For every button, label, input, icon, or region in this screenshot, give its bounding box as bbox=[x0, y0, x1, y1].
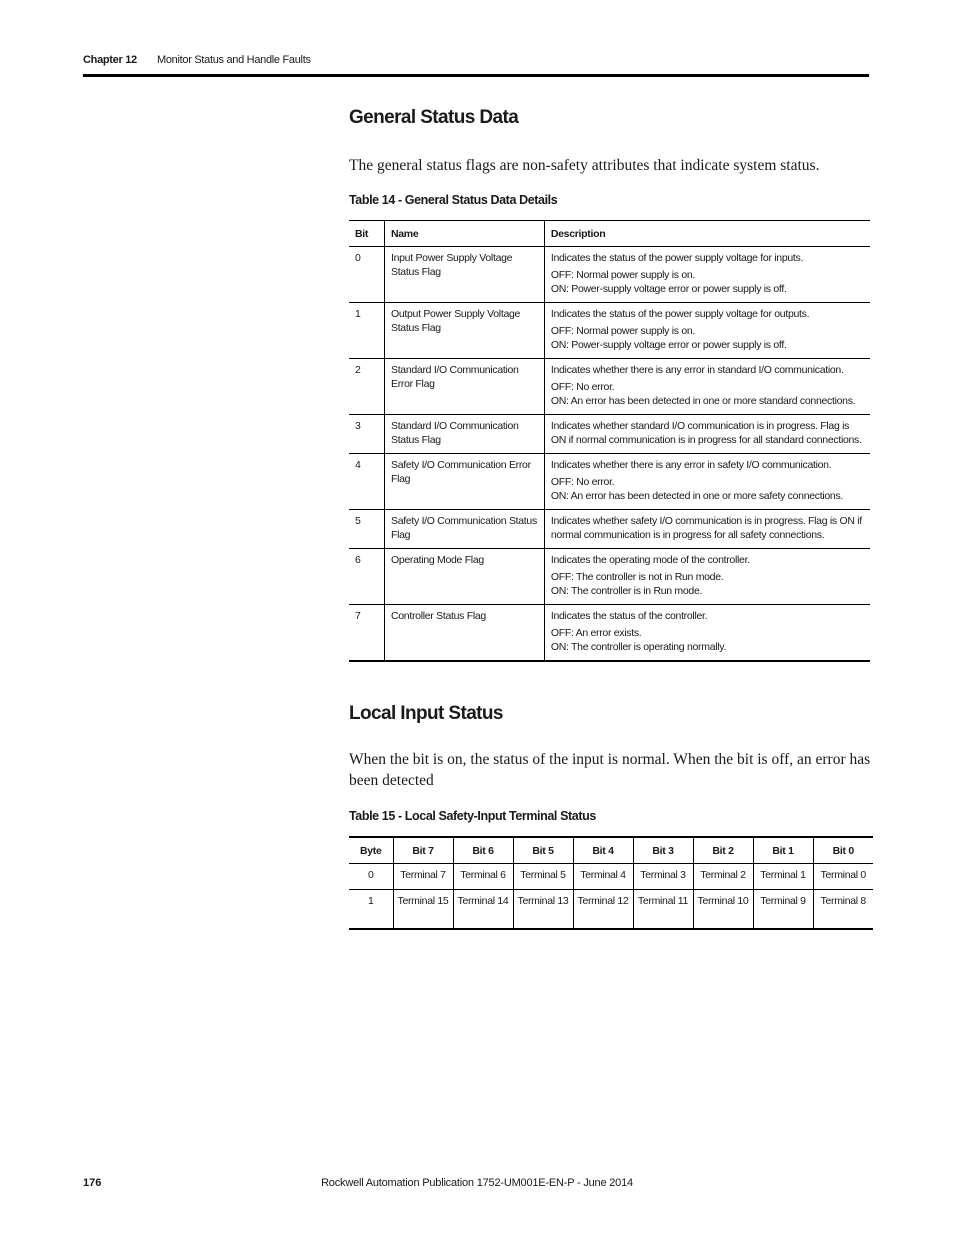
table-14-caption: Table 14 - General Status Data Details bbox=[349, 193, 558, 207]
column-header-bit: Bit bbox=[349, 221, 384, 247]
name-cell: Standard I/O Communication Error Flag bbox=[384, 359, 544, 415]
table-header-row bbox=[349, 837, 873, 864]
terminal-cell: Terminal 8 bbox=[813, 890, 873, 930]
on-state-text: ON: An error has been detected in one or more safety connections. bbox=[550, 490, 844, 502]
table-15-caption: Table 15 - Local Safety-Input Terminal Status bbox=[349, 809, 596, 823]
name-cell: Output Power Supply Voltage Status Flag bbox=[384, 303, 544, 359]
description-cell bbox=[544, 359, 870, 415]
description-text: Indicates the operating mode of the controller. bbox=[550, 554, 750, 566]
table-row bbox=[349, 549, 870, 605]
column-header-bit7: Bit 7 bbox=[393, 837, 453, 864]
table-row bbox=[349, 359, 870, 415]
general-status-table bbox=[349, 220, 870, 662]
off-state-text: OFF: An error exists. bbox=[550, 627, 642, 639]
column-header-bit2: Bit 2 bbox=[693, 837, 753, 864]
description-text: Indicates whether standard I/O communication is in progress. Flag is ON if normal communication is in progress for all standard connections. bbox=[550, 420, 862, 446]
description-text: Indicates the status of the power supply voltage for outputs. bbox=[550, 308, 810, 320]
byte-cell: 0 bbox=[349, 864, 393, 890]
description-text: Indicates the status of the power supply voltage for inputs. bbox=[550, 252, 804, 264]
bit-cell: 7 bbox=[349, 605, 384, 661]
terminal-cell: Terminal 5 bbox=[513, 864, 573, 890]
description-text: Indicates whether there is any error in safety I/O communication. bbox=[550, 459, 832, 471]
terminal-cell: Terminal 14 bbox=[453, 890, 513, 930]
off-state-text: OFF: No error. bbox=[550, 476, 615, 488]
off-state-text: OFF: No error. bbox=[550, 381, 615, 393]
table-row bbox=[349, 510, 870, 549]
on-state-text: ON: The controller is in Run mode. bbox=[550, 585, 703, 597]
terminal-cell: Terminal 15 bbox=[393, 890, 453, 930]
column-header-bit5: Bit 5 bbox=[513, 837, 573, 864]
name-cell: Safety I/O Communication Status Flag bbox=[384, 510, 544, 549]
general-status-heading: General Status Data bbox=[349, 107, 519, 128]
description-text: Indicates whether safety I/O communication is in progress. Flag is ON if normal communication is in progress for all safety connections. bbox=[550, 515, 862, 541]
column-header-byte: Byte bbox=[349, 837, 393, 864]
terminal-cell: Terminal 9 bbox=[753, 890, 813, 930]
name-cell: Standard I/O Communication Status Flag bbox=[384, 415, 544, 454]
terminal-cell: Terminal 11 bbox=[633, 890, 693, 930]
terminal-cell: Terminal 3 bbox=[633, 864, 693, 890]
terminal-cell: Terminal 2 bbox=[693, 864, 753, 890]
running-header bbox=[83, 54, 311, 66]
bit-cell: 1 bbox=[349, 303, 384, 359]
name-cell: Safety I/O Communication Error Flag bbox=[384, 454, 544, 510]
table-row bbox=[349, 303, 870, 359]
description-text: Indicates the status of the controller. bbox=[550, 610, 708, 622]
description-cell bbox=[544, 415, 870, 454]
column-header-description: Description bbox=[544, 221, 870, 247]
off-state-text: OFF: The controller is not in Run mode. bbox=[550, 571, 724, 583]
description-cell bbox=[544, 303, 870, 359]
off-state-text: OFF: Normal power supply is on. bbox=[550, 325, 696, 337]
name-cell: Input Power Supply Voltage Status Flag bbox=[384, 247, 544, 303]
terminal-cell: Terminal 6 bbox=[453, 864, 513, 890]
byte-cell: 1 bbox=[349, 890, 393, 930]
publication-footer bbox=[0, 1177, 954, 1189]
on-state-text: ON: Power-supply voltage error or power supply is off. bbox=[550, 283, 787, 295]
on-state-text: ON: An error has been detected in one or more standard connections. bbox=[550, 395, 856, 407]
table-row bbox=[349, 247, 870, 303]
bit-cell: 2 bbox=[349, 359, 384, 415]
table-row bbox=[349, 415, 870, 454]
terminal-cell: Terminal 4 bbox=[573, 864, 633, 890]
column-header-bit1: Bit 1 bbox=[753, 837, 813, 864]
terminal-cell: Terminal 0 bbox=[813, 864, 873, 890]
chapter-title: Monitor Status and Handle Faults bbox=[157, 54, 311, 66]
column-header-bit3: Bit 3 bbox=[633, 837, 693, 864]
bit-cell: 4 bbox=[349, 454, 384, 510]
general-status-intro: The general status flags are non-safety attributes that indicate system status. bbox=[349, 157, 820, 174]
table-header-row bbox=[349, 221, 870, 247]
terminal-cell: Terminal 1 bbox=[753, 864, 813, 890]
terminal-cell: Terminal 7 bbox=[393, 864, 453, 890]
publication-text: Rockwell Automation Publication 1752-UM001E-EN-P - June 2014 bbox=[321, 1177, 633, 1189]
column-header-bit0: Bit 0 bbox=[813, 837, 873, 864]
description-cell bbox=[544, 247, 870, 303]
table-row bbox=[349, 864, 873, 890]
description-text: Indicates whether there is any error in standard I/O communication. bbox=[550, 364, 844, 376]
table-row bbox=[349, 605, 870, 661]
bit-cell: 6 bbox=[349, 549, 384, 605]
local-input-table bbox=[349, 836, 873, 930]
terminal-cell: Terminal 13 bbox=[513, 890, 573, 930]
chapter-label: Chapter 12 bbox=[83, 54, 137, 66]
description-cell bbox=[544, 605, 870, 661]
name-cell: Controller Status Flag bbox=[384, 605, 544, 661]
terminal-cell: Terminal 10 bbox=[693, 890, 753, 930]
table-row bbox=[349, 890, 873, 930]
bit-cell: 0 bbox=[349, 247, 384, 303]
table-row bbox=[349, 454, 870, 510]
bit-cell: 5 bbox=[349, 510, 384, 549]
page-number: 176 bbox=[83, 1177, 102, 1189]
column-header-bit4: Bit 4 bbox=[573, 837, 633, 864]
local-input-heading: Local Input Status bbox=[349, 703, 503, 724]
on-state-text: ON: The controller is operating normally. bbox=[550, 641, 727, 653]
header-rule bbox=[83, 74, 869, 77]
on-state-text: ON: Power-supply voltage error or power supply is off. bbox=[550, 339, 787, 351]
local-input-intro: When the bit is on, the status of the input is normal. When the bit is off, an error has been detected bbox=[349, 751, 871, 789]
description-cell bbox=[544, 510, 870, 549]
description-cell bbox=[544, 549, 870, 605]
terminal-cell: Terminal 12 bbox=[573, 890, 633, 930]
off-state-text: OFF: Normal power supply is on. bbox=[550, 269, 696, 281]
name-cell: Operating Mode Flag bbox=[384, 549, 544, 605]
description-cell bbox=[544, 454, 870, 510]
bit-cell: 3 bbox=[349, 415, 384, 454]
column-header-name: Name bbox=[384, 221, 544, 247]
column-header-bit6: Bit 6 bbox=[453, 837, 513, 864]
